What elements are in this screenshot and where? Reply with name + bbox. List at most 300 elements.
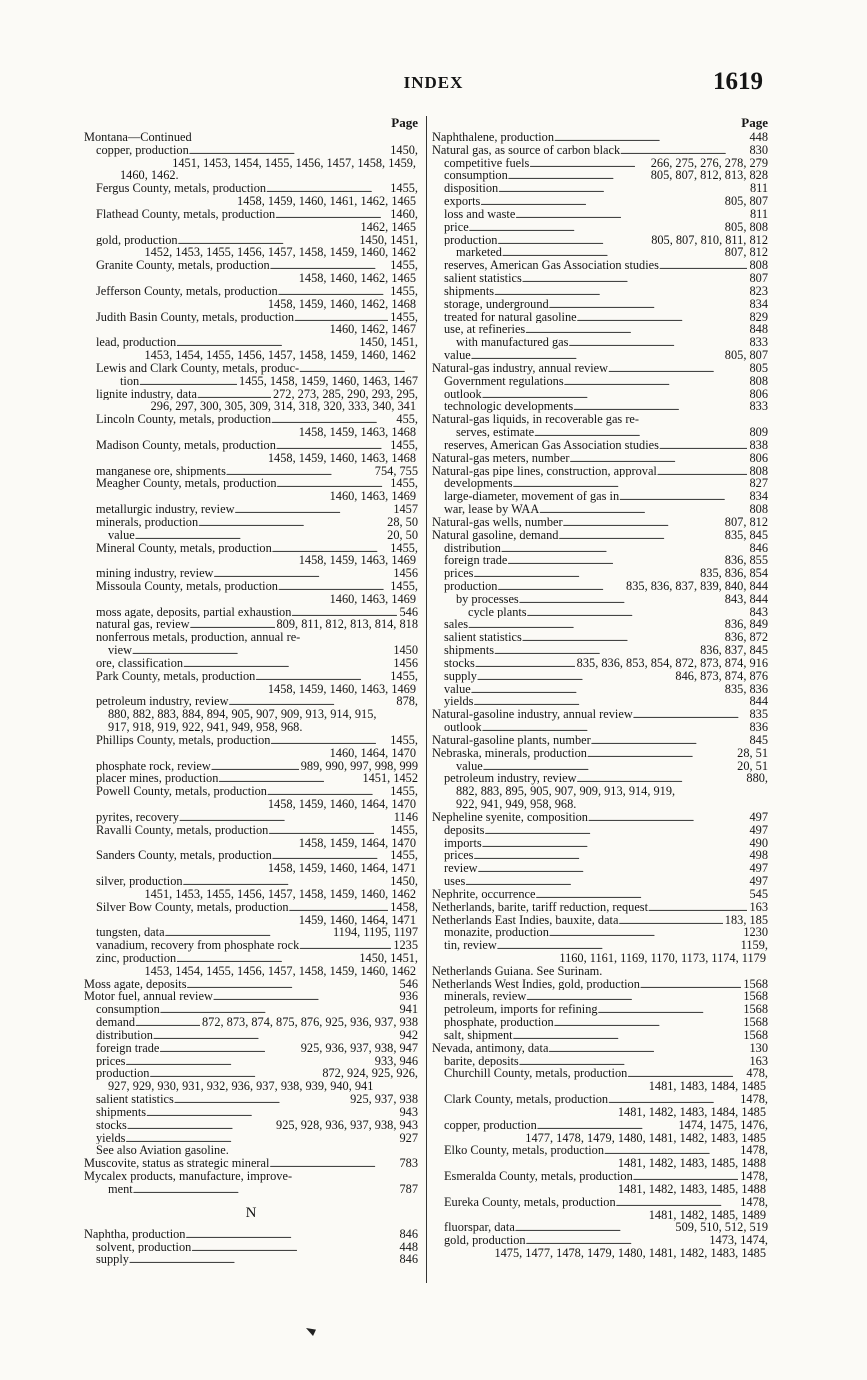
index-entry bbox=[432, 157, 768, 170]
index-entry bbox=[432, 657, 768, 670]
entry-pages: 1478, bbox=[740, 1144, 768, 1158]
dot-leader bbox=[525, 323, 747, 336]
entry-pages: 1455, bbox=[390, 823, 418, 837]
entry-pages bbox=[416, 157, 418, 170]
dot-leader bbox=[276, 439, 388, 452]
entry-pages: 163 bbox=[749, 1054, 768, 1068]
entry-term: Judith Basin County, metals, production bbox=[96, 310, 295, 324]
index-entry bbox=[432, 708, 768, 721]
entry-pages: 838 bbox=[749, 438, 768, 452]
entry-term: zinc, production bbox=[96, 952, 177, 965]
index-entry bbox=[84, 311, 418, 324]
index-entry bbox=[432, 375, 768, 388]
dot-leader bbox=[484, 824, 747, 837]
index-entry bbox=[84, 593, 418, 606]
index-entry bbox=[84, 1029, 418, 1042]
entry-term: 1458, 1459, 1460, 1464, 1471 bbox=[267, 862, 416, 876]
entry-term: mining industry, review bbox=[96, 567, 214, 580]
dot-leader bbox=[294, 311, 388, 324]
entry-term: 1458, 1459, 1460, 1462, 1468 bbox=[267, 297, 416, 311]
entry-pages: 1455, bbox=[390, 310, 418, 324]
entry-term: fluorspar, data bbox=[444, 1221, 515, 1235]
entry-pages bbox=[416, 246, 418, 259]
dot-leader bbox=[229, 695, 395, 708]
page-number: 1619 bbox=[713, 68, 763, 95]
index-entry bbox=[432, 1247, 768, 1260]
entry-term: lead, production bbox=[96, 336, 177, 350]
dot-leader bbox=[529, 157, 648, 170]
entry-term: supply bbox=[444, 669, 477, 683]
entry-term: 1460, 1462. bbox=[120, 169, 179, 183]
entry-pages: 823 bbox=[749, 284, 768, 298]
dot-leader bbox=[576, 798, 766, 811]
index-entry bbox=[432, 901, 768, 914]
entry-term: Granite County, metals, production bbox=[96, 259, 270, 273]
entry-term: demand bbox=[96, 1016, 136, 1029]
index-entry bbox=[432, 849, 768, 862]
index-entry bbox=[432, 298, 768, 311]
dot-leader bbox=[159, 1042, 298, 1055]
dot-leader bbox=[176, 952, 357, 965]
entry-term: loss and waste bbox=[444, 207, 516, 221]
dot-leader bbox=[376, 708, 416, 721]
entry-pages bbox=[416, 862, 418, 875]
entry-term: monazite, production bbox=[444, 926, 549, 940]
entry-pages bbox=[416, 298, 418, 311]
dot-leader bbox=[618, 914, 722, 927]
entry-pages: 1146 bbox=[393, 810, 418, 824]
entry-term: supply bbox=[96, 1253, 129, 1267]
entry-term: 1460, 1463, 1469 bbox=[329, 490, 416, 504]
entry-pages: 1568 bbox=[743, 1028, 768, 1042]
entry-pages bbox=[416, 747, 418, 760]
entry-term: 1477, 1478, 1479, 1480, 1481, 1482, 1483, 1485 bbox=[525, 1131, 766, 1145]
index-entry bbox=[84, 567, 418, 580]
entry-term: Phillips County, metals, production bbox=[96, 733, 271, 747]
index-entry bbox=[84, 952, 418, 965]
dot-leader bbox=[277, 477, 389, 490]
index-entry bbox=[84, 1016, 418, 1029]
index-entry bbox=[432, 465, 768, 478]
index-entry bbox=[84, 965, 418, 978]
entry-term: phosphate rock, review bbox=[96, 759, 211, 773]
entry-pages bbox=[416, 965, 418, 978]
dot-leader bbox=[185, 1228, 397, 1241]
dot-leader bbox=[469, 221, 723, 234]
index-entry bbox=[432, 747, 768, 760]
index-entry bbox=[432, 1132, 768, 1145]
dot-leader bbox=[573, 400, 747, 413]
entry-pages: 1450 bbox=[393, 644, 418, 657]
entry-pages: 1455, bbox=[390, 438, 418, 452]
dot-leader bbox=[187, 978, 398, 991]
index-entry bbox=[84, 1144, 418, 1157]
entry-pages: 1474, 1475, 1476, bbox=[678, 1118, 768, 1132]
entry-pages: 130 bbox=[749, 1041, 768, 1055]
entry-term: value bbox=[456, 759, 483, 773]
entry-term: Netherlands West Indies, gold, production bbox=[432, 977, 640, 991]
entry-pages bbox=[416, 593, 418, 606]
entry-term: 882, 883, 895, 905, 907, 909, 913, 914, 919, bbox=[456, 785, 676, 799]
entry-pages: 1455, bbox=[390, 284, 418, 298]
entry-term: 1460, 1464, 1470 bbox=[329, 746, 416, 760]
index-entry bbox=[84, 1170, 418, 1183]
dot-leader bbox=[633, 1170, 738, 1183]
dot-leader bbox=[526, 1234, 708, 1247]
entry-pages: 806 bbox=[749, 387, 768, 401]
entry-term: 1460, 1462, 1467 bbox=[329, 323, 416, 337]
entry-pages: 1456 bbox=[393, 567, 418, 580]
dot-leader bbox=[300, 631, 416, 644]
dot-leader bbox=[498, 182, 748, 195]
index-entry bbox=[432, 542, 768, 555]
entry-term: sales bbox=[444, 618, 468, 632]
section-heading-n: N bbox=[245, 1204, 257, 1221]
index-entry bbox=[432, 990, 768, 1003]
dot-leader bbox=[639, 413, 766, 426]
entry-pages: 989, 990, 997, 998, 999 bbox=[300, 759, 418, 773]
entry-term: Churchill County, metals, production bbox=[444, 1067, 628, 1081]
entry-term: competitive fuels bbox=[444, 156, 530, 170]
index-entry bbox=[84, 1093, 418, 1106]
dot-leader bbox=[198, 516, 385, 529]
index-entry bbox=[84, 272, 418, 285]
dot-leader bbox=[255, 670, 388, 683]
index-entry bbox=[84, 413, 418, 426]
index-column-right bbox=[432, 115, 768, 1260]
entry-pages: 783 bbox=[399, 1157, 418, 1171]
entry-term: Madison County, metals, production bbox=[96, 438, 276, 452]
dot-leader bbox=[659, 439, 748, 452]
dot-leader bbox=[139, 375, 237, 388]
entry-term: See also Aviation gasoline. bbox=[96, 1144, 229, 1158]
index-entry bbox=[84, 195, 418, 208]
index-entry bbox=[432, 144, 768, 157]
entry-pages: 1457 bbox=[393, 503, 418, 516]
entry-term: shipments bbox=[444, 284, 495, 298]
entry-term: value bbox=[444, 349, 471, 362]
dot-leader bbox=[515, 1221, 674, 1234]
entry-term: 1460, 1463, 1469 bbox=[329, 592, 416, 606]
entry-term: Motor fuel, annual review bbox=[84, 990, 213, 1004]
entry-term: Park County, metals, production bbox=[96, 669, 256, 683]
entry-term: distribution bbox=[96, 1028, 153, 1042]
index-entry bbox=[84, 1241, 418, 1254]
entry-term: 1462, 1465 bbox=[360, 220, 416, 234]
entry-pages: 478, bbox=[746, 1067, 768, 1081]
dot-leader bbox=[229, 1144, 416, 1157]
entry-term: value bbox=[108, 528, 135, 542]
entry-term: production bbox=[444, 579, 498, 593]
entry-term: large-diameter, movement of gas in bbox=[444, 490, 620, 504]
entry-pages: 846 bbox=[399, 1227, 418, 1241]
index-entry bbox=[84, 990, 418, 1003]
dot-leader bbox=[179, 169, 416, 182]
index-entry bbox=[432, 1183, 768, 1196]
entry-pages: 833 bbox=[749, 336, 768, 350]
entry-term: reserves, American Gas Association studies bbox=[444, 438, 659, 452]
entry-pages: 941 bbox=[399, 1003, 418, 1017]
entry-pages: 1455, bbox=[390, 849, 418, 863]
entry-term: Flathead County, metals, production bbox=[96, 207, 276, 221]
index-entry bbox=[432, 1080, 768, 1093]
entry-term: Natural gasoline, demand bbox=[432, 528, 559, 542]
column-divider bbox=[426, 116, 427, 1283]
entry-term: outlook bbox=[444, 721, 482, 734]
dot-leader bbox=[226, 465, 373, 478]
dot-leader bbox=[146, 1106, 397, 1119]
dot-leader bbox=[640, 978, 741, 991]
index-entry bbox=[84, 208, 418, 221]
dot-leader bbox=[604, 1144, 738, 1157]
dot-leader bbox=[289, 901, 389, 914]
entry-term: salient statistics bbox=[444, 272, 522, 285]
dot-leader bbox=[522, 631, 723, 644]
dot-leader bbox=[179, 811, 392, 824]
entry-term: 927, 929, 930, 931, 932, 936, 937, 938, 939, 940, 941 bbox=[108, 1080, 374, 1094]
entry-term: deposits bbox=[444, 823, 485, 837]
entry-pages: 833 bbox=[749, 400, 768, 414]
dot-leader bbox=[153, 1029, 398, 1042]
index-entry bbox=[84, 465, 418, 478]
dot-leader bbox=[191, 1241, 397, 1254]
index-entry bbox=[84, 554, 418, 567]
index-entry bbox=[84, 606, 418, 619]
left-n-entries bbox=[84, 1228, 418, 1266]
entry-pages: 811 bbox=[749, 207, 768, 221]
entry-term: pyrites, recovery bbox=[96, 810, 179, 824]
dot-leader bbox=[302, 721, 416, 734]
dot-leader bbox=[480, 195, 722, 208]
entry-term: tion bbox=[120, 374, 140, 388]
entry-pages: 20, 50 bbox=[387, 528, 418, 542]
entry-pages: 836, 849 bbox=[724, 618, 768, 632]
index-entry bbox=[84, 529, 418, 542]
dot-leader bbox=[478, 862, 748, 875]
entry-pages: 1568 bbox=[743, 977, 768, 991]
entry-term: stocks bbox=[96, 1118, 127, 1132]
entry-pages: 829 bbox=[749, 310, 768, 324]
index-entry bbox=[84, 400, 418, 413]
entry-pages bbox=[766, 1157, 768, 1170]
dot-leader bbox=[133, 1183, 398, 1196]
entry-pages bbox=[766, 1247, 768, 1260]
entry-pages bbox=[416, 272, 418, 285]
entry-pages: 1568 bbox=[743, 1003, 768, 1017]
index-entry bbox=[432, 272, 768, 285]
entry-term: Nevada, antimony, data bbox=[432, 1041, 549, 1055]
index-entry bbox=[84, 721, 418, 734]
entry-pages: 844 bbox=[749, 695, 768, 709]
index-entry bbox=[432, 477, 768, 490]
entry-pages: 835 bbox=[749, 708, 768, 722]
dot-leader bbox=[465, 875, 747, 888]
entry-pages bbox=[416, 888, 418, 901]
index-entry bbox=[84, 978, 418, 991]
entry-pages: 1455, bbox=[390, 259, 418, 273]
index-entry bbox=[84, 760, 418, 773]
entry-term: Ravalli County, metals, production bbox=[96, 823, 269, 837]
index-entry bbox=[432, 1234, 768, 1247]
entry-pages: 925, 937, 938 bbox=[350, 1093, 418, 1106]
entry-pages: 1456 bbox=[393, 656, 418, 670]
entry-pages bbox=[416, 837, 418, 850]
index-entry bbox=[432, 824, 768, 837]
entry-term: tungsten, data bbox=[96, 926, 165, 940]
entry-pages bbox=[416, 683, 418, 696]
index-entry bbox=[432, 554, 768, 567]
entry-pages: 805, 807 bbox=[724, 349, 768, 362]
entry-term: production bbox=[96, 1067, 150, 1081]
entry-term: Lincoln County, metals, production bbox=[96, 413, 272, 427]
index-entry bbox=[84, 516, 418, 529]
entry-pages: 942 bbox=[399, 1028, 418, 1042]
entry-pages: 872, 873, 874, 875, 876, 925, 936, 937, 938 bbox=[201, 1016, 418, 1029]
index-entry bbox=[84, 477, 418, 490]
index-entry bbox=[84, 708, 418, 721]
index-entry bbox=[84, 772, 418, 785]
index-entry bbox=[432, 311, 768, 324]
entry-term: 1458, 1459, 1460, 1464, 1470 bbox=[267, 798, 416, 811]
entry-term: moss agate, deposits, partial exhaustion bbox=[96, 605, 292, 619]
entry-pages: 807, 812 bbox=[724, 515, 768, 529]
entry-term: developments bbox=[444, 477, 513, 491]
dot-leader bbox=[132, 644, 391, 657]
dot-leader bbox=[564, 375, 748, 388]
entry-term: 1458, 1459, 1463, 1468 bbox=[298, 426, 416, 439]
entry-pages: 836, 872 bbox=[724, 631, 768, 645]
entry-pages: 545 bbox=[749, 887, 768, 901]
index-entry bbox=[84, 542, 418, 555]
index-entry bbox=[84, 798, 418, 811]
dot-leader bbox=[554, 131, 747, 144]
entry-term: Naphtha, production bbox=[84, 1227, 186, 1241]
entry-term: prices bbox=[444, 567, 474, 580]
dot-leader bbox=[522, 272, 748, 285]
entry-pages: 1159, bbox=[740, 939, 768, 952]
entry-term: manganese ore, shipments bbox=[96, 464, 226, 478]
entry-pages: 846 bbox=[749, 541, 768, 555]
index-entry bbox=[84, 670, 418, 683]
dot-leader bbox=[591, 734, 748, 747]
index-entry bbox=[84, 888, 418, 901]
entry-term: salient statistics bbox=[444, 631, 522, 645]
index-entry bbox=[432, 772, 768, 785]
dot-leader bbox=[554, 1016, 742, 1029]
entry-pages: 925, 928, 936, 937, 938, 943 bbox=[276, 1118, 418, 1132]
dot-leader bbox=[266, 182, 388, 195]
index-entry bbox=[432, 1144, 768, 1157]
entry-pages: 448 bbox=[749, 131, 768, 144]
entry-pages bbox=[766, 785, 768, 798]
entry-term: Natural-gasoline industry, annual review bbox=[432, 708, 633, 722]
entry-pages: 1450, 1451, bbox=[359, 336, 418, 350]
dot-leader bbox=[507, 554, 722, 567]
entry-pages bbox=[416, 131, 418, 144]
index-entry bbox=[84, 939, 418, 952]
entry-pages: 943 bbox=[399, 1105, 418, 1119]
index-entry bbox=[84, 683, 418, 696]
index-entry bbox=[84, 785, 418, 798]
entry-pages bbox=[416, 914, 418, 927]
index-entry bbox=[84, 285, 418, 298]
entry-pages: 497 bbox=[749, 823, 768, 837]
dot-leader bbox=[598, 1003, 742, 1016]
dot-leader bbox=[513, 477, 748, 490]
entry-term: Jefferson County, metals, production bbox=[96, 284, 278, 298]
index-entry bbox=[432, 195, 768, 208]
entry-pages bbox=[766, 1080, 768, 1093]
entry-pages bbox=[766, 1132, 768, 1145]
index-entry bbox=[432, 1119, 768, 1132]
entry-term: ment bbox=[108, 1182, 133, 1196]
dot-leader bbox=[482, 721, 748, 734]
entry-pages: 1473, 1474, bbox=[709, 1234, 768, 1248]
index-entry bbox=[84, 1132, 418, 1145]
index-entry bbox=[432, 131, 768, 144]
index-entry bbox=[432, 1016, 768, 1029]
index-entry bbox=[432, 798, 768, 811]
dot-leader bbox=[278, 285, 389, 298]
entry-term: shipments bbox=[96, 1105, 147, 1119]
entry-pages: 835, 836, 853, 854, 872, 873, 874, 916 bbox=[576, 656, 768, 670]
entry-pages: 1478, bbox=[740, 1170, 768, 1183]
entry-pages: 1460, bbox=[390, 207, 418, 221]
index-entry bbox=[432, 875, 768, 888]
entry-pages: 1568 bbox=[743, 1016, 768, 1029]
index-entry bbox=[432, 413, 768, 426]
dot-leader bbox=[197, 388, 271, 401]
entry-pages: 846, 873, 874, 876 bbox=[675, 669, 768, 683]
dot-leader bbox=[659, 259, 748, 272]
index-entry bbox=[84, 362, 418, 375]
dot-leader bbox=[497, 234, 649, 247]
entry-term: treated for natural gasoline bbox=[444, 310, 577, 324]
entry-term: use, at refineries bbox=[444, 323, 526, 337]
entry-term: production bbox=[444, 233, 498, 247]
entry-pages: 787 bbox=[399, 1182, 418, 1196]
index-entry bbox=[432, 400, 768, 413]
entry-term: 296, 297, 300, 305, 309, 314, 318, 320, 333, 340, 341 bbox=[150, 400, 416, 414]
dot-leader bbox=[519, 1055, 748, 1068]
dot-leader bbox=[616, 1196, 739, 1209]
entry-term: war, lease by WAA bbox=[444, 503, 540, 516]
index-entry bbox=[432, 285, 768, 298]
entry-pages: 497 bbox=[749, 810, 768, 824]
index-entry bbox=[84, 618, 418, 631]
left-entries bbox=[84, 131, 418, 1196]
entry-term: consumption bbox=[444, 169, 508, 183]
entry-pages: 805, 807, 810, 811, 812 bbox=[651, 233, 768, 247]
entry-term: 1451, 1453, 1454, 1455, 1456, 1457, 1458, 1459, bbox=[172, 156, 416, 170]
dot-leader bbox=[267, 785, 388, 798]
index-entry bbox=[84, 1003, 418, 1016]
entry-term: Natural-gas meters, number bbox=[432, 451, 570, 465]
entry-term: prices bbox=[444, 849, 474, 863]
dot-leader bbox=[127, 1119, 274, 1132]
index-entry bbox=[84, 580, 418, 593]
entry-pages: 1455, 1458, 1459, 1460, 1463, 1467 bbox=[239, 374, 418, 388]
entry-term: Esmeralda County, metals, production bbox=[444, 1170, 633, 1183]
entry-term: exports bbox=[444, 195, 481, 208]
entry-term: Natural-gas wells, number bbox=[432, 515, 563, 529]
entry-term: Sanders County, metals, production bbox=[96, 849, 272, 863]
entry-term: with manufactured gas bbox=[456, 336, 569, 350]
dot-leader bbox=[648, 901, 747, 914]
index-entry bbox=[432, 837, 768, 850]
entry-term: 1458, 1459, 1460, 1461, 1462, 1465 bbox=[237, 195, 416, 208]
entry-term: phosphate, production bbox=[444, 1016, 554, 1029]
